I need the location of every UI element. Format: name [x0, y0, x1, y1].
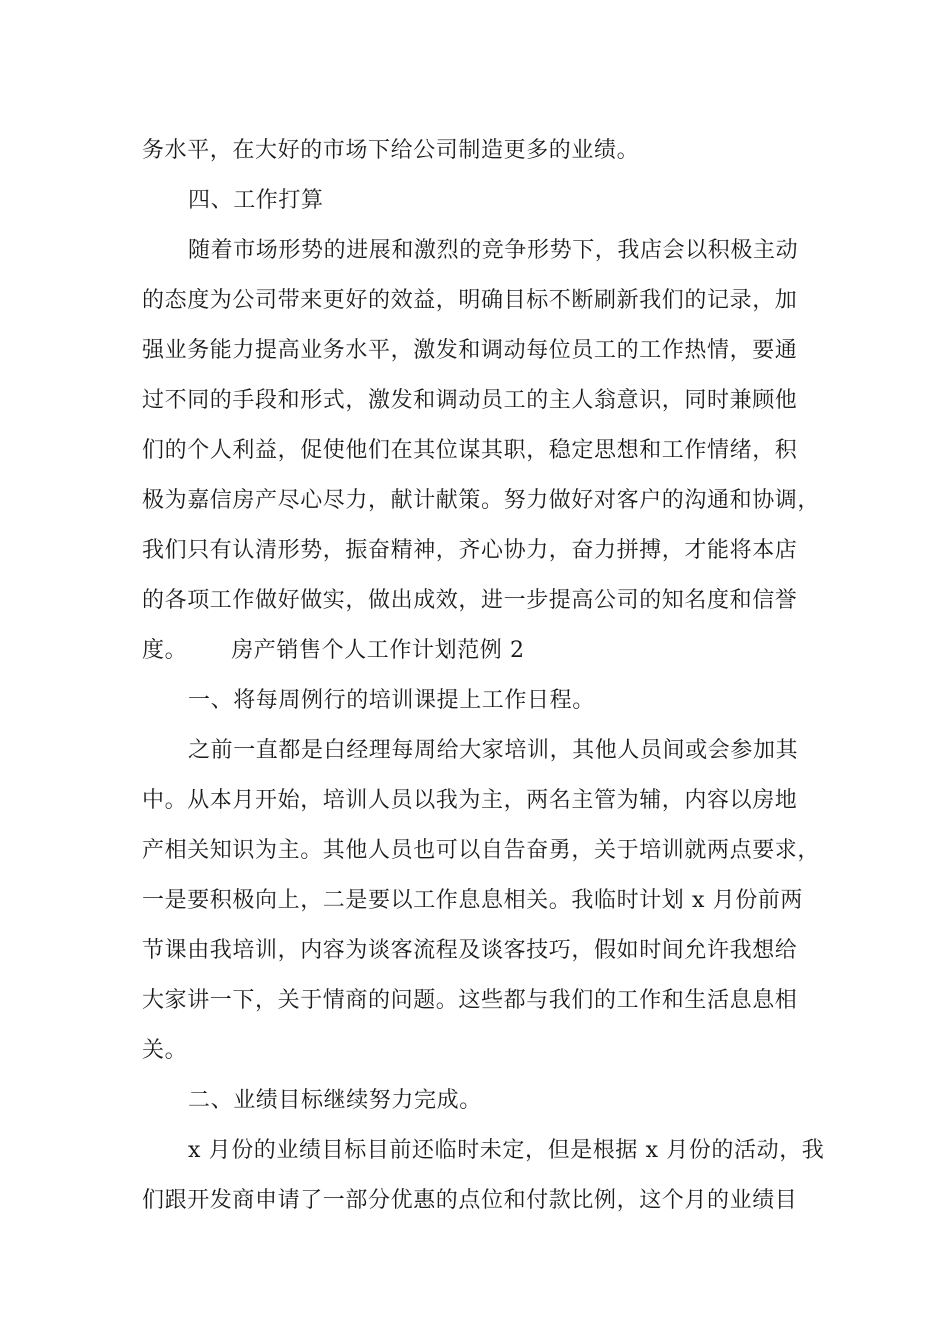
paragraph-line: 之前一直都是白经理每周给大家培训，其他人员间或会参加其	[188, 738, 799, 763]
paragraph-line: 们的个人利益，促使他们在其位谋其职，稳定思想和工作情绪，积	[142, 438, 798, 463]
paragraph-line: 极为嘉信房产尽心尽力，献计献策。努力做好对客户的沟通和协调，	[142, 488, 821, 513]
section-heading: 一、将每周例行的培训课提上工作日程。	[188, 688, 595, 713]
paragraph-line: 节课由我培训，内容为谈客流程及谈客技巧，假如时间允许我想给	[142, 938, 798, 963]
paragraph-line: 务水平，在大好的市场下给公司制造更多的业绩。	[142, 138, 640, 163]
paragraph-end-text: 度。	[142, 638, 188, 663]
paragraph-line: 们跟开发商申请了一部分优惠的点位和付款比例，这个月的业绩目	[142, 1188, 798, 1213]
section-heading: 四、工作打算	[188, 188, 324, 213]
paragraph-line: 强业务能力提高业务水平，激发和调动每位员工的工作热情，要通	[142, 338, 798, 363]
paragraph-line: 我们只有认清形势，振奋精神，齐心协力，奋力拼搏，才能将本店	[142, 538, 798, 563]
paragraph-line: 中。从本月开始，培训人员以我为主，两名主管为辅，内容以房地	[142, 788, 798, 813]
section-heading: 二、业绩目标继续努力完成。	[188, 1088, 482, 1113]
paragraph-line: 产相关知识为主。其他人员也可以自告奋勇，关于培训就两点要求，	[142, 838, 821, 863]
paragraph-line: 随着市场形势的进展和激烈的竞争形势下，我店会以积极主动	[188, 238, 799, 263]
paragraph-line-with-title	[142, 631, 822, 671]
paragraph-line: 大家讲一下，关于情商的问题。这些都与我们的工作和生活息息相	[142, 988, 798, 1013]
document-subtitle: 房产销售个人工作计划范例 2	[231, 638, 525, 663]
paragraph-line: 的态度为公司带来更好的效益，明确目标不断刷新我们的记录，加	[142, 288, 798, 313]
paragraph-line: 关。	[142, 1038, 188, 1063]
paragraph-line: 一是要积极向上，二是要以工作息息相关。我临时计划 x 月份前两	[142, 888, 803, 913]
paragraph-line: x 月份的业绩目标目前还临时未定，但是根据 x 月份的活动，我	[188, 1138, 825, 1163]
paragraph-line: 的各项工作做好做实，做出成效，进一步提高公司的知名度和信誉	[142, 588, 798, 613]
paragraph-line: 过不同的手段和形式，激发和调动员工的主人翁意识，同时兼顾他	[142, 388, 798, 413]
